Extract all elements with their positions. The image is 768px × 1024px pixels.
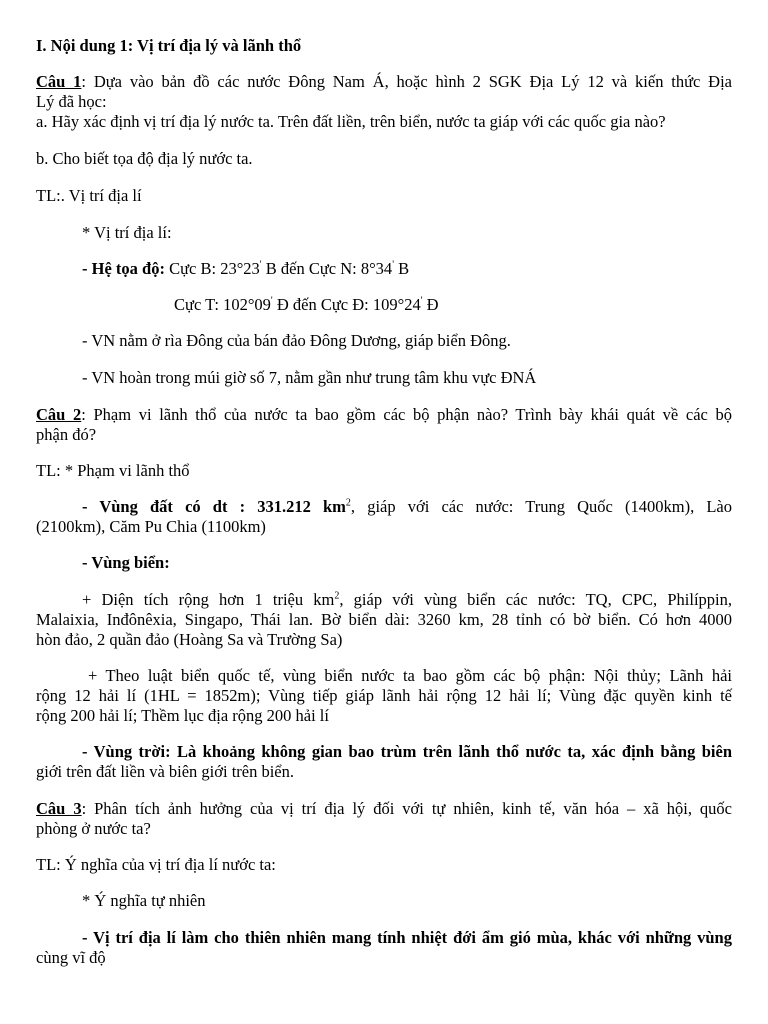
coords-prefix: - Hệ tọa độ: [82,259,170,278]
coord-east-suffix: Đ [422,295,439,314]
sea-area: + Diện tích rộng hơn 1 triệu km [82,590,335,609]
coords-west-east [174,295,732,315]
answer-1-subheading: * Vị trí địa lí: [82,223,172,242]
question-3-text: : Phân tích ảnh hưởng của vị trí địa lý đối với tự nhiên, kinh tế, văn hóa – xã hội, quốc [81,799,733,818]
sea-neighbors: , giáp với vùng biển các nước: TQ, CPC, Philíppin, [339,590,732,609]
minute-mark: ' [420,295,423,307]
answer-3-subheading: * Ý nghĩa tự nhiên [82,891,206,910]
question-2-label: Câu 2 [36,405,82,424]
nature-line-1 [82,928,732,948]
question-2-line-1 [36,405,732,425]
question-3-line-2: phòng ở nước ta? [36,819,151,838]
airspace-text: - Vùng trời: Là khoảng không gian bao trùm trên lãnh thổ nước ta, xác định bằng biên [82,742,732,761]
question-2-text: : Phạm vi lãnh thổ của nước ta bao gồm các bộ phận nào? Trình bày khái quát về các bộ [81,405,733,424]
land-area-value: - Vùng đất có dt : 331.212 km [82,497,346,516]
sea-point-1-line-3: hòn đảo, 2 quần đảo (Hoàng Sa và Trường Sa) [36,630,343,649]
sea-point-1-line-1 [82,590,732,610]
minute-mark: ' [259,259,262,271]
question-1-text: : Dựa vào bản đồ các nước Đông Nam Á, hoặc hình 2 SGK Địa Lý 12 và kiến thức Địa [81,72,733,91]
minute-mark: ' [270,295,273,307]
coord-west: Cực T: 102°09 [174,295,271,314]
coord-south: B đến Cực N: 8°34 [261,259,393,278]
nature-line-2: cùng vĩ độ [36,948,106,967]
question-1-part-b: b. Cho biết tọa độ địa lý nước ta. [36,149,253,168]
airspace-line-2: giới trên đất liền và biên giới trên biển. [36,762,295,781]
land-area-line-2: (2100km), Căm Pu Chia (1100km) [36,517,266,536]
sea-point-2-line-1: + Theo luật biển quốc tế, vùng biển nước ta bao gồm các bộ phận: Nội thủy; Lãnh hải [88,666,732,685]
coord-south-suffix: B [394,259,410,278]
coords-north-south [82,259,732,279]
question-1-part-a: a. Hãy xác định vị trí địa lý nước ta. Trên đất liền, trên biển, nước ta giáp với các quốc gia nào? [36,112,666,131]
nature-text: - Vị trí địa lí làm cho thiên nhiên mang tính nhiệt đới ẩm gió mùa, khác với những vùng [82,928,732,947]
coord-east: Đ đến Cực Đ: 109°24 [272,295,421,314]
coord-north: Cực B: 23°23 [169,259,260,278]
airspace-line-1 [82,742,732,762]
answer-2-heading: TL: * Phạm vi lãnh thổ [36,461,190,480]
question-1-line-1 [36,72,732,92]
sea-point-2-line-3: rộng 200 hải lí; Thềm lục địa rộng 200 hải lí [36,706,329,725]
section-title: I. Nội dung 1: Vị trí địa lý và lãnh thổ [36,36,302,55]
minute-mark: ' [392,259,394,271]
bullet-east-position: - VN nằm ở rìa Đông của bán đảo Đông Dương, giáp biển Đông. [82,331,511,350]
sea-heading-text: - Vùng biển: [82,553,170,572]
answer-3-heading: TL: Ý nghĩa của vị trí địa lí nước ta: [36,855,276,874]
squared-mark: 2 [345,497,351,509]
sea-heading [82,553,732,573]
answer-1-heading: TL:. Vị trí địa lí [36,186,142,205]
question-2-line-2: phận đó? [36,425,97,444]
sea-point-1-line-2: Malaixia, Inđônêxia, Singapo, Thái lan. Bờ biển dài: 3260 km, 28 tỉnh có bờ biển. Có hơn 4000 [36,610,732,629]
land-borders: , giáp với các nước: Trung Quốc (1400km), Lào [350,497,732,516]
question-3-label: Câu 3 [36,799,82,818]
question-1-line-2: Lý đã học: [36,92,107,111]
bullet-time-zone: - VN hoàn trong múi giờ số 7, nằm gần như trung tâm khu vực ĐNÁ [82,368,537,387]
sea-point-2-line-2: rộng 12 hải lí (1HL = 1852m); Vùng tiếp giáp lãnh hải rộng 12 hải lí; Vùng đặc quyền kinh tế [36,686,732,705]
land-area-line-1 [82,497,732,517]
squared-mark: 2 [334,590,340,602]
question-1-label: Câu 1 [36,72,82,91]
question-3-line-1 [36,799,732,819]
